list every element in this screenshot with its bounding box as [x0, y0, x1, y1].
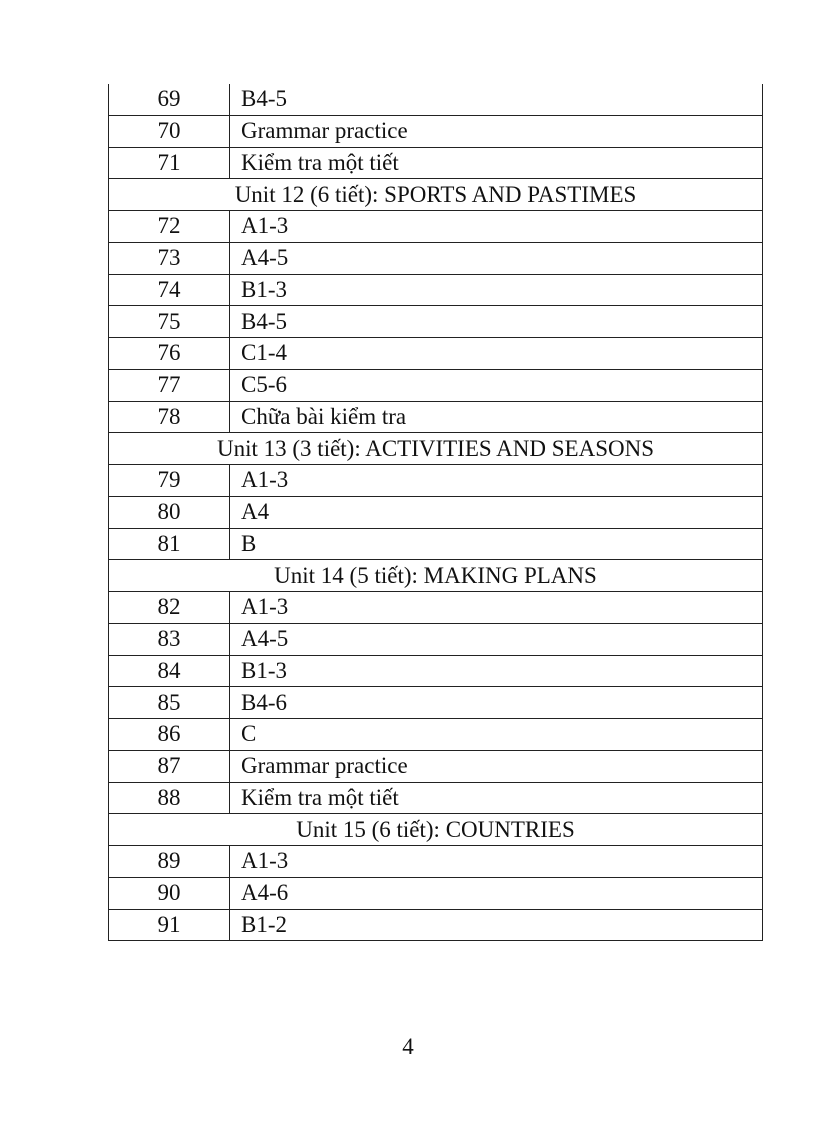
lesson-number-cell: 77 [109, 369, 230, 401]
lesson-content-cell: B1-3 [230, 274, 763, 306]
lesson-number-cell: 69 [109, 84, 230, 115]
lesson-number-cell: 78 [109, 401, 230, 433]
lesson-row [109, 877, 763, 909]
unit-heading: Unit 15 (6 tiết): COUNTRIES [109, 814, 763, 846]
lesson-row [109, 465, 763, 497]
lesson-row [109, 496, 763, 528]
lesson-row [109, 211, 763, 243]
table-body [109, 84, 763, 941]
lesson-content-cell: C1-4 [230, 338, 763, 370]
lesson-row [109, 115, 763, 147]
lesson-number-cell: 82 [109, 592, 230, 624]
lesson-content-cell: A4-5 [230, 242, 763, 274]
lesson-row [109, 687, 763, 719]
lesson-number-cell: 73 [109, 242, 230, 274]
lesson-content-cell: Grammar practice [230, 115, 763, 147]
lesson-row [109, 369, 763, 401]
lesson-content-cell: A1-3 [230, 465, 763, 497]
lesson-content-cell: B4-5 [230, 84, 763, 115]
lesson-number-cell: 86 [109, 719, 230, 751]
unit-heading: Unit 13 (3 tiết): ACTIVITIES AND SEASONS [109, 433, 763, 465]
lesson-content-cell: A1-3 [230, 846, 763, 878]
lesson-content-cell: B1-3 [230, 655, 763, 687]
lesson-number-cell: 74 [109, 274, 230, 306]
lesson-content-cell: B4-5 [230, 306, 763, 338]
lesson-row [109, 846, 763, 878]
lesson-row [109, 528, 763, 560]
lesson-content-cell: C [230, 719, 763, 751]
lesson-number-cell: 70 [109, 115, 230, 147]
lesson-content-cell: C5-6 [230, 369, 763, 401]
lesson-row [109, 655, 763, 687]
lesson-plan-table [108, 84, 763, 941]
lesson-number-cell: 90 [109, 877, 230, 909]
lesson-row [109, 242, 763, 274]
lesson-number-cell: 88 [109, 782, 230, 814]
lesson-number-cell: 76 [109, 338, 230, 370]
lesson-row [109, 782, 763, 814]
lesson-content-cell: B [230, 528, 763, 560]
unit-heading: Unit 12 (6 tiết): SPORTS AND PASTIMES [109, 179, 763, 211]
lesson-number-cell: 75 [109, 306, 230, 338]
unit-header-row [109, 814, 763, 846]
unit-heading: Unit 14 (5 tiết): MAKING PLANS [109, 560, 763, 592]
lesson-row [109, 592, 763, 624]
lesson-number-cell: 80 [109, 496, 230, 528]
lesson-content-cell: Chữa bài kiểm tra [230, 401, 763, 433]
lesson-content-cell: A4-5 [230, 623, 763, 655]
lesson-row [109, 84, 763, 115]
page-number: 4 [402, 1034, 414, 1059]
lesson-number-cell: 89 [109, 846, 230, 878]
lesson-content-cell: B4-6 [230, 687, 763, 719]
unit-header-row [109, 560, 763, 592]
lesson-content-cell: Kiểm tra một tiết [230, 147, 763, 179]
lesson-row [109, 147, 763, 179]
lesson-number-cell: 81 [109, 528, 230, 560]
unit-header-row [109, 179, 763, 211]
lesson-content-cell: A1-3 [230, 592, 763, 624]
unit-header-row [109, 433, 763, 465]
lesson-row [109, 338, 763, 370]
lesson-number-cell: 83 [109, 623, 230, 655]
lesson-row [109, 750, 763, 782]
lesson-content-cell: Grammar practice [230, 750, 763, 782]
lesson-content-cell: B1-2 [230, 909, 763, 941]
lesson-row [109, 719, 763, 751]
lesson-row [109, 306, 763, 338]
lesson-content-cell: A4-6 [230, 877, 763, 909]
lesson-row [109, 401, 763, 433]
lesson-number-cell: 72 [109, 211, 230, 243]
lesson-row [109, 274, 763, 306]
lesson-row [109, 623, 763, 655]
lesson-number-cell: 79 [109, 465, 230, 497]
lesson-number-cell: 84 [109, 655, 230, 687]
lesson-number-cell: 87 [109, 750, 230, 782]
lesson-number-cell: 71 [109, 147, 230, 179]
lesson-content-cell: Kiểm tra một tiết [230, 782, 763, 814]
lesson-row [109, 909, 763, 941]
lesson-number-cell: 91 [109, 909, 230, 941]
lesson-number-cell: 85 [109, 687, 230, 719]
lesson-content-cell: A4 [230, 496, 763, 528]
lesson-content-cell: A1-3 [230, 211, 763, 243]
